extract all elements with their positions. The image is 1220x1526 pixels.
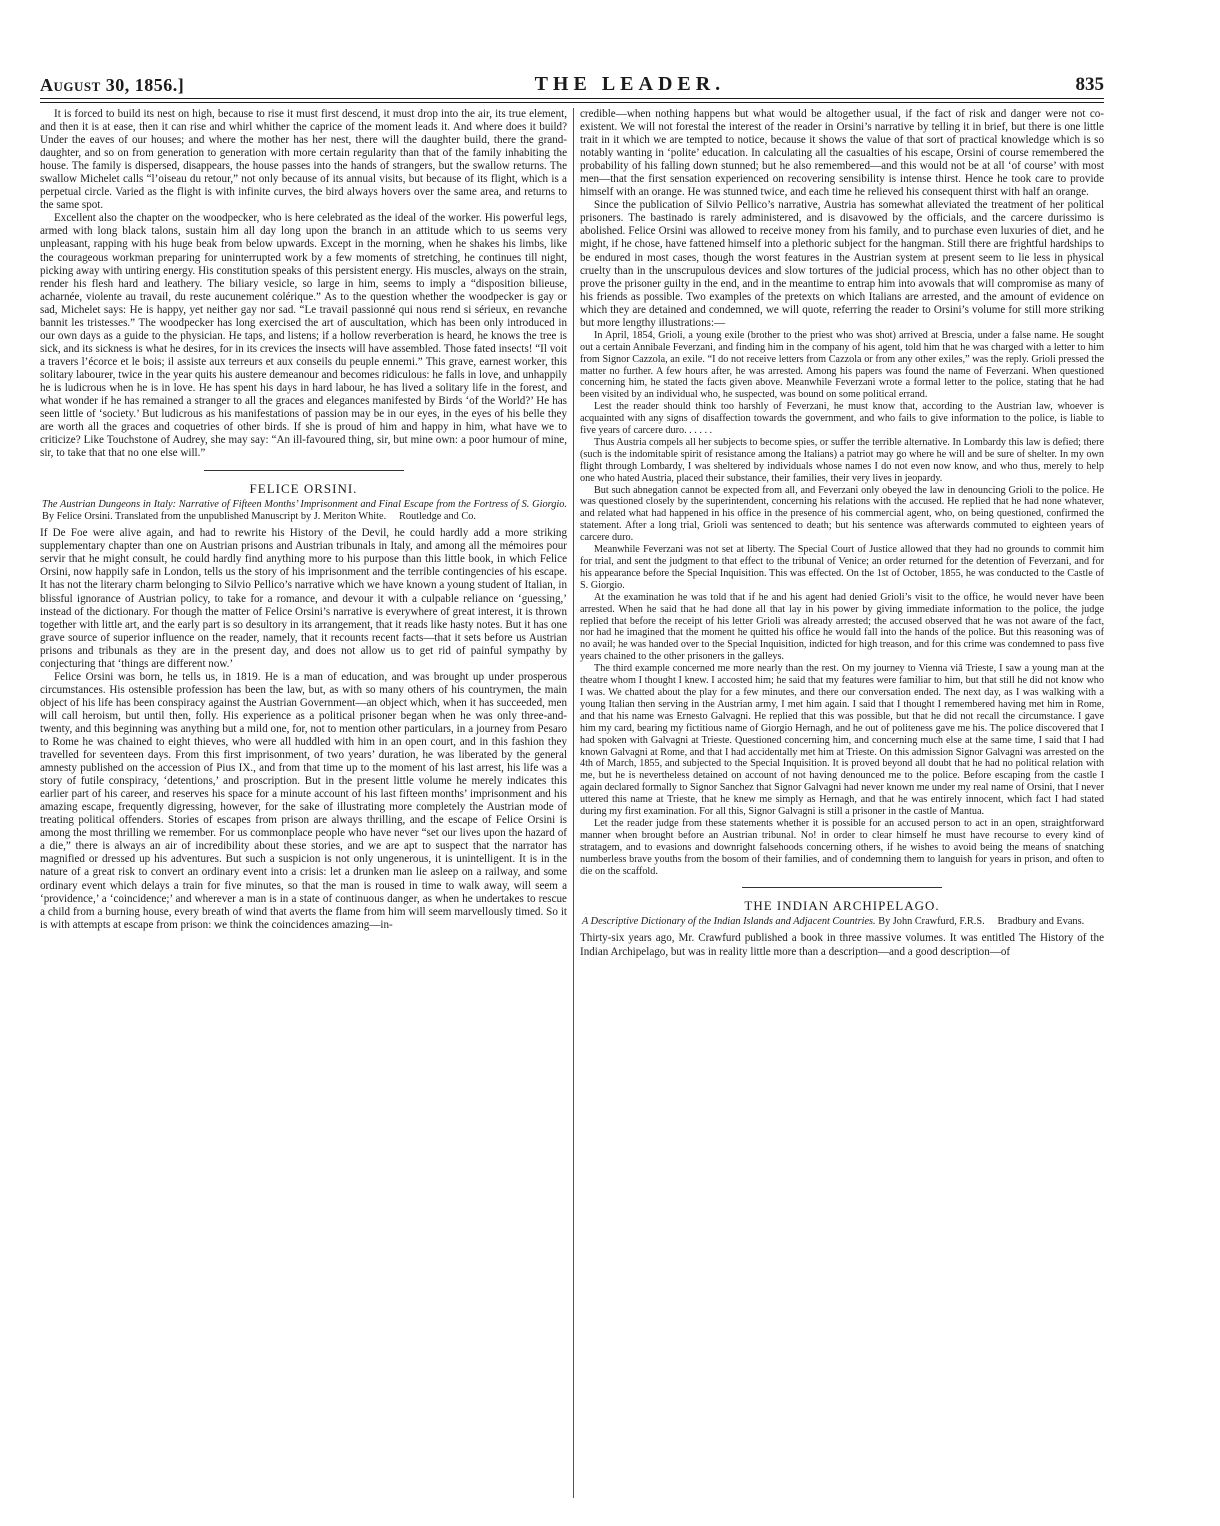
book-citation	[40, 499, 567, 523]
book-publication-info: By Felice Orsini. Translated from the unpublished Manuscript by J. Meriton White. Routledge and Co.	[42, 511, 476, 523]
quoted-paragraph-1: In April, 1854, Grioli, a young exile (brother to the priest who was shot) arrived at Brescia, under a false name. He sought out a certain Annibale Feverzani, and finding him in the company of his agent, told him that he was charged with a letter to him from Signor Cazzola, an exile. “I do not receive letters from Cazzola or from any other exiles,” was the reply. Grioli pressed the matter no further. A few hours after, he was arrested. Among his papers was found the name of Feverzani. When questioned concerning him, he stated the facts given above. Meanwhile Feverzani wrote a formal letter to the police, stating that he had been visited by an individual who, he suspected, was bound on some political errand.	[580, 329, 1104, 401]
book-title: The Austrian Dungeons in Italy: Narrative of Fifteen Months’ Imprisonment and Final Escape from the Fortress of S. Giorgio.	[42, 499, 567, 511]
newspaper-page	[40, 66, 1104, 1506]
page-number: 835	[1075, 74, 1104, 95]
second-book-citation	[580, 916, 1104, 928]
section-divider	[742, 887, 942, 888]
intro-paragraph-1: It is forced to build its nest on high, because to rise it must first descend, it must drop into the air, its true element, and then it is at ease, then it can rise and whirl whither the caprice of the moment leads it. And where does it build? Under the eaves of our houses; and where the mother has her nest, there will the daughter build, there the grand-daughter, and so on from generation to generation with more certain regularity than that of the family inhabiting the house. The family is dispersed, disappears, the house passes into the hands of strangers, but the swallow returns. The swallow Michelet calls “l’oiseau du retour,” not only because of its annual visits, but because of its flight, which is a perpetual circle. Varied as the flight is with infinite curves, the bird always hovers over the same area, and returns to the same spot.	[40, 108, 567, 212]
column-divider	[573, 108, 574, 1498]
quoted-paragraph-8: Let the reader judge from these statements whether it is possible for an accused person to act in an open, straightforward manner when brought before an Austrian tribunal. No! in order to clear himself he must have recourse to every kind of stratagem, and to evasions and downright falsehoods concerning others, if he wishes to avoid being the means of snatching numberless brave youths from the bosom of their families, and of condemning them to languish for years in prison, and often to die on the scaffold.	[580, 817, 1104, 877]
second-book-title: A Descriptive Dictionary of the Indian Islands and Adjacent Countries.	[582, 916, 876, 928]
article-paragraph-1: If De Foe were alive again, and had to rewrite his History of the Devil, he could hardly add a more striking supplementary chapter than one on Austrian prisons and Austrian tribunals in Italy, and among all the mémoires pour servir that he might consult, he could hardly find anything more to his purpose than this little book, in which Felice Orsini, now happily safe in London, tells us the story of his imprisonment and the terrible contingencies of his escape. It has not the literary charm belonging to Silvio Pellico’s narrative which we have known a young student of Italian, in blissful ignorance of Austrian policy, to take for a romance, and devour it with a culpable reliance on ‘guessing,’ instead of the dictionary. For though the matter of Felice Orsini’s narrative is everywhere of great interest, it is thrown together with little art, and the early part is so desultory in its arrangement, that it reads like hasty notes. But it has one grave source of superior influence on the reader, namely, that it recounts recent facts—that it sets before us Austrian prisons and tribunals as they are in the present day, and does not allow us to get rid of painful sympathy by conjecturing that ‘things are different now.’	[40, 527, 567, 670]
article-paragraph-2: Felice Orsini was born, he tells us, in 1819. He is a man of education, and was brought up under prosperous circumstances. His ostensible profession has been the law, but, as with so many others of his countrymen, the main object of his life has been conspiracy against the Austrian Government—an object which, when it has succeeded, men will call heroism, but until then, folly. His experience as a political prisoner began when he was only three-and-twenty, and this beginning was anything but a mild one, for, not to mention other particulars, in a journey from Pesaro to Rome he was chained to eight thieves, who were all huddled with him in an open court, and in this fashion they travelled for seventeen days. From this first imprisonment, of two years’ duration, he was liberated by the general amnesty published on the accession of Pius IX., and from that time up to the moment of his last arrest, his life was a story of futile conspiracy, ‘detentions,’ and proscription. But in the present little volume he merely indicates this earlier part of his career, and reserves his space for a minute account of his last fifteen months’ imprisonment and his amazing escape, frequently digressing, however, for the sake of illustrating more completely the Austrian mode of treating political offenders. Stories of escapes from prison are always thrilling, and the escape of Felice Orsini is among the most thrilling we remember. For us commonplace people who have never “set our lives upon the hazard of a die,” there is always an air of incredibility about these stories, and we are apt to suspect that the narrator has magnified or dressed up his adventures. But such a suspicion is not only ungenerous, it is unintelligent. It is in the nature of a great risk to convert an ordinary event into a crisis: let a drunken man lie asleep on a railway, and some ordinary event which delays a train for five minutes, so that the man is roused in time to walk away, will seem a ‘providence,’ a ‘coincidence;’ and wherever a man is in a state of continuous danger, as when he undertakes to rescue a child from a burning house, every breath of wind that averts the flame from him will seem marvellously timed. So it is with attempts at escape from prison: we think the coincidences amazing—in-	[40, 670, 567, 931]
publication-title: THE LEADER.	[534, 73, 726, 95]
quoted-paragraph-2: Lest the reader should think too harshly of Feverzani, he must know that, according to the Austrian law, whoever is acquainted with any signs of disaffection towards the government, and who fails to give information to the police, is liable to five years of carcere duro. . . . . .	[580, 401, 1104, 437]
quoted-paragraph-4: But such abnegation cannot be expected from all, and Feverzani only obeyed the law in denouncing Grioli to the police. He was questioned closely by the superintendent, concerning his relations with the accused. He replied that he had none whatever, and related what had happened in his office in the presence of his commercial agent, who, on being questioned, confirmed the statement. After a long trial, Grioli was sentenced to death; but his sentence was afterwards commuted to eighteen years of carcere duro.	[580, 484, 1104, 544]
pellico-paragraph: Since the publication of Silvio Pellico’s narrative, Austria has somewhat alleviated the treatment of her political prisoners. The bastinado is rarely administered, and is disavowed by the officials, and the carcere durissimo is abolished. Felice Orsini was allowed to receive money from his family, and to purchase even luxuries of diet, and he might, if he chose, have fattened himself into a plethoric subject for the hangman. Still there are frightful hardships to be endured in most cases, though the worst features in the Austrian system at present seem to lie less in physical cruelty than in the unscrupulous devices and slow tortures of the judicial process, which has no other object than to prove the prisoner guilty in the end, and in the meantime to entrap him into avowals that will compromise as many of his friends as possible. Two examples of the pretexts on which Italians are arrested, and the amount of evidence on which they are detained and condemned, we will quote, referring the reader to Orsini’s volume for still more striking but more lengthy illustrations:—	[580, 199, 1104, 329]
left-column	[40, 108, 567, 1504]
quoted-paragraph-5: Meanwhile Feverzani was not set at liberty. The Special Court of Justice allowed that they had no grounds to commit him for trial, and sent the judgment to that effect to the tribunal of Venice; an order returned for the detention of Feverzani, and for his appearance before the Special Inquisition. This was effected. On the 1st of October, 1855, he was conducted to the Castle of S. Giorgio.	[580, 544, 1104, 591]
second-article-title: THE INDIAN ARCHIPELAGO.	[744, 898, 940, 914]
article-title: FELICE ORSINI.	[249, 481, 358, 497]
intro-paragraph-2: Excellent also the chapter on the woodpecker, who is here celebrated as the ideal of the worker. His powerful legs, armed with long black talons, sustain him all day long upon the branch in an attitude which to us seems very unpleasant, rapping with his huge beak from below upwards. Except in the morning, when he shakes his limbs, like the courageous workman preparing for uninterrupted work by a few moments of stretching, he continues till night, picking away with untiring energy. His constitution speaks of this persistent energy. His muscles, always on the strain, render his flesh hard and leathery. The biliary vesicle, so large in him, seems to imply a “disposition bilieuse, acharnée, violente au travail, du reste aucunement colérique.” As to the question whether the woodpecker is gay or sad, Michelet says: He is happy, yet neither gay nor sad. “Le travail passionné qui nous rend si sérieux, en revanche bannit les tristesses.” The woodpecker has long exercised the art of auscultation, which has been only introduced in our own days as a guide to the physician. He taps, and listens; if a hollow reverberation is heard, he knows the tree is sick, and its sickness is what he desires, for in its crevices the insects will have assembled. Those fated insects! “Il voit a travers l’écorce et le bois; il assiste aux terreurs et aux conseils du peuple ennemi.” This grave, earnest worker, this solitary labourer, twice in the year quits his austere demeanour and becomes ridiculous: he falls in love, and unhappily he is ludicrous when he is in love. He has spent his days in hard labour, he has lived a solitary life in the forest, and what wonder if he has remained a stranger to all the graces and elegances manifested by Birds ‘of the World?’ He has seen little of ‘society.’ But ludicrous as his manifestations of passion may be in our eyes, in the eyes of his belle they are worth all the graces and coquetries of other birds. If she is proud of him and happy in him, what have we to criticize? Like Touchstone of Audrey, she may say: “An ill-favoured thing, sir, but mine own: a poor humour of mine, sir, to take that that no one else will.”	[40, 212, 567, 460]
second-book-publication-info: By John Crawfurd, F.R.S. Bradbury and Evans.	[875, 916, 1085, 928]
quoted-paragraph-7: The third example concerned me more nearly than the rest. On my journey to Vienna viâ Trieste, I saw a young man at the theatre whom I thought I knew. I accosted him; he said that my features were familiar to him, but that still he did not know who I was. We chatted about the play for a few minutes, and there our conversation ended. The next day, as I was walking with a young Italian then serving in the Austrian army, I met him again. I said that I thought I remembered having met him in Rome, and that his name was Ernesto Galvagni. He replied that this was possible, but that he did not recall the circumstance. I gave him my card, bearing my fictitious name of Giorgio Hernagh, and he out of politeness gave me his. The police discovered that I had spoken with Galvagni at Trieste. Questioned concerning him, and concerning much else at the same time, I said that I had known Galvagni at Rome, and that I had accidentally met him at Trieste. On this admission Signor Galvagni was arrested on the 4th of March, 1855, and subjected to the Special Inquisition. It is proved beyond all doubt that he had no political relation with me, but he is nevertheless detained on account of not having denounced me to the police. Before escaping from the castle I again declared formally to Signor Sanchez that Signor Galvagni had never known me under my real name of Orsini, that I never uttered this name at Trieste, that he knew me simply as Hernagh, and that he was entirely innocent, which fact I had stated during my first examination. For all this, Signor Galvagni is still a prisoner in the castle of Mantua.	[580, 663, 1104, 818]
continued-paragraph: credible—when nothing happens but what would be altogether usual, if the fact of risk and danger were not co-existent. We will not forestal the interest of the reader in Orsini’s narrative by telling it in brief, but there is one little trait in it which we are tempted to notice, because it shows the value of that sort of practical knowledge which is so notably wanting in ‘polite’ education. In calculating all the casualties of his escape, Orsini of course remembered the probability of his falling down stunned; but he also remembered—and this would not be at all ‘of course’ with most men—that the first sensation experienced on recovering sensibility is intense thirst. Hence he took care to provide himself with an orange. He was stunned twice, and each time he relieved his consequent thirst with half an orange.	[580, 108, 1104, 199]
header-rule	[40, 98, 1104, 103]
quoted-paragraph-3: Thus Austria compels all her subjects to become spies, or suffer the terrible alternative. In Lombardy this law is defied; there (such is the indomitable spirit of resistance among the Italians) a patriot may go where he will and be sure of shelter. In my own flight through Lombardy, I was sheltered by individuals whose names I do not even now know, and who thus, merely to help one who hated Austria, placed their substance, their families, their very lives in jeopardy.	[580, 436, 1104, 484]
section-divider	[204, 470, 404, 471]
masthead	[40, 66, 1104, 96]
quoted-paragraph-6: At the examination he was told that if he and his agent had denied Grioli’s visit to the office, he would never have been arrested. When he said that he had done all that lay in his power by giving immediate information to the police, the judge replied that before the receipt of his letter Grioli was already arrested; the accused observed that he was not aware of the fact, nor had he imagined that the moment he quitted his office he would fall into the hands of the police. But this reasoning was of no avail; he was handed over to the Special Inquisition, indicted for high treason, and for this crime was condemned to pass five years chained to the other prisoners in the galleys.	[580, 591, 1104, 663]
right-column	[580, 108, 1104, 1504]
issue-date: August 30, 1856.]	[40, 75, 185, 95]
second-article-opening: Thirty-six years ago, Mr. Crawfurd published a book in three massive volumes. It was entitled The History of the Indian Archipelago, but was in reality little more than a description—and a good description—of	[580, 932, 1104, 958]
